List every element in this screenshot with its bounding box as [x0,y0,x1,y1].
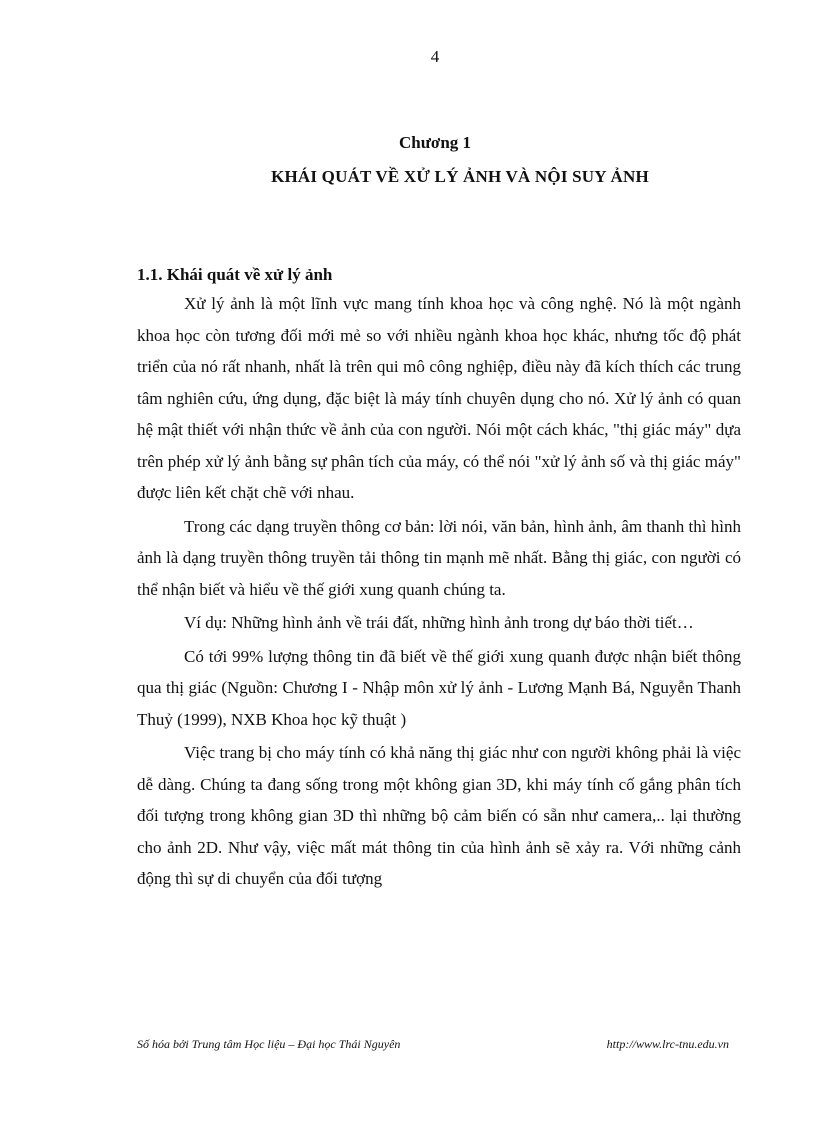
paragraph: Xử lý ảnh là một lĩnh vực mang tính khoa học và công nghệ. Nó là một ngành khoa học còn tương đối mới mẻ so với nhiều ngành khoa học khác, nhưng tốc độ phát triển của nó rất nhanh, nhất là trên qui mô công nghiệp, điều này đã kích thích các trung tâm nghiên cứu, ứng dụng, đặc biệt là máy tính chuyên dụng cho nó. Xử lý ảnh có quan hệ mật thiết với nhận thức về ảnh của con người. Nói một cách khác, "thị giác máy" dựa trên phép xử lý ảnh bằng sự phân tích của máy, có thể nói "xử lý ảnh số và thị giác máy" được liên kết chặt chẽ với nhau. [137,294,741,502]
footer-url: http://www.lrc-tnu.edu.vn [606,1037,729,1051]
paragraph: Có tới 99% lượng thông tin đã biết về thế giới xung quanh được nhận biết thông qua thị giác (Nguồn: Chương I - Nhập môn xử lý ảnh - Lương Mạnh Bá, Nguyễn Thanh Thuỷ (1999), NXB Khoa học kỹ thuật ) [137,646,741,729]
paragraph: Trong các dạng truyền thông cơ bản: lời nói, văn bản, hình ảnh, âm thanh thì hình ảnh là dạng truyền thông truyền tải thông tin mạnh mẽ nhất. Bằng thị giác, con người có thể nhận biết và hiểu về thế giới xung quanh chúng ta. [137,516,741,599]
section-heading: 1.1. Khái quát về xử lý ảnh [137,265,333,284]
body-text [137,288,741,897]
page-number: 4 [430,47,440,66]
page-footer [137,1037,729,1052]
chapter-label: Chương 1 [398,133,472,152]
paragraph: Việc trang bị cho máy tính có khả năng thị giác như con người không phải là việc dễ dàng. Chúng ta đang sống trong một không gian 3D, khi máy tính cố gắng phân tích đối tượng trong không gian 3D thì những bộ cảm biến có sẵn như camera,.. lại thường cho ảnh 2D. Như vậy, việc mất mát thông tin của hình ảnh sẽ xảy ra. Với những cảnh động thì sự di chuyển của đối tượng [137,743,741,888]
paragraph: Ví dụ: Những hình ảnh về trái đất, những hình ảnh trong dự báo thời tiết… [184,613,694,632]
chapter-title: KHÁI QUÁT VỀ XỬ LÝ ẢNH VÀ NỘI SUY ẢNH [271,167,649,186]
footer-source: Số hóa bởi Trung tâm Học liệu – Đại học Thái Nguyên [137,1037,401,1051]
